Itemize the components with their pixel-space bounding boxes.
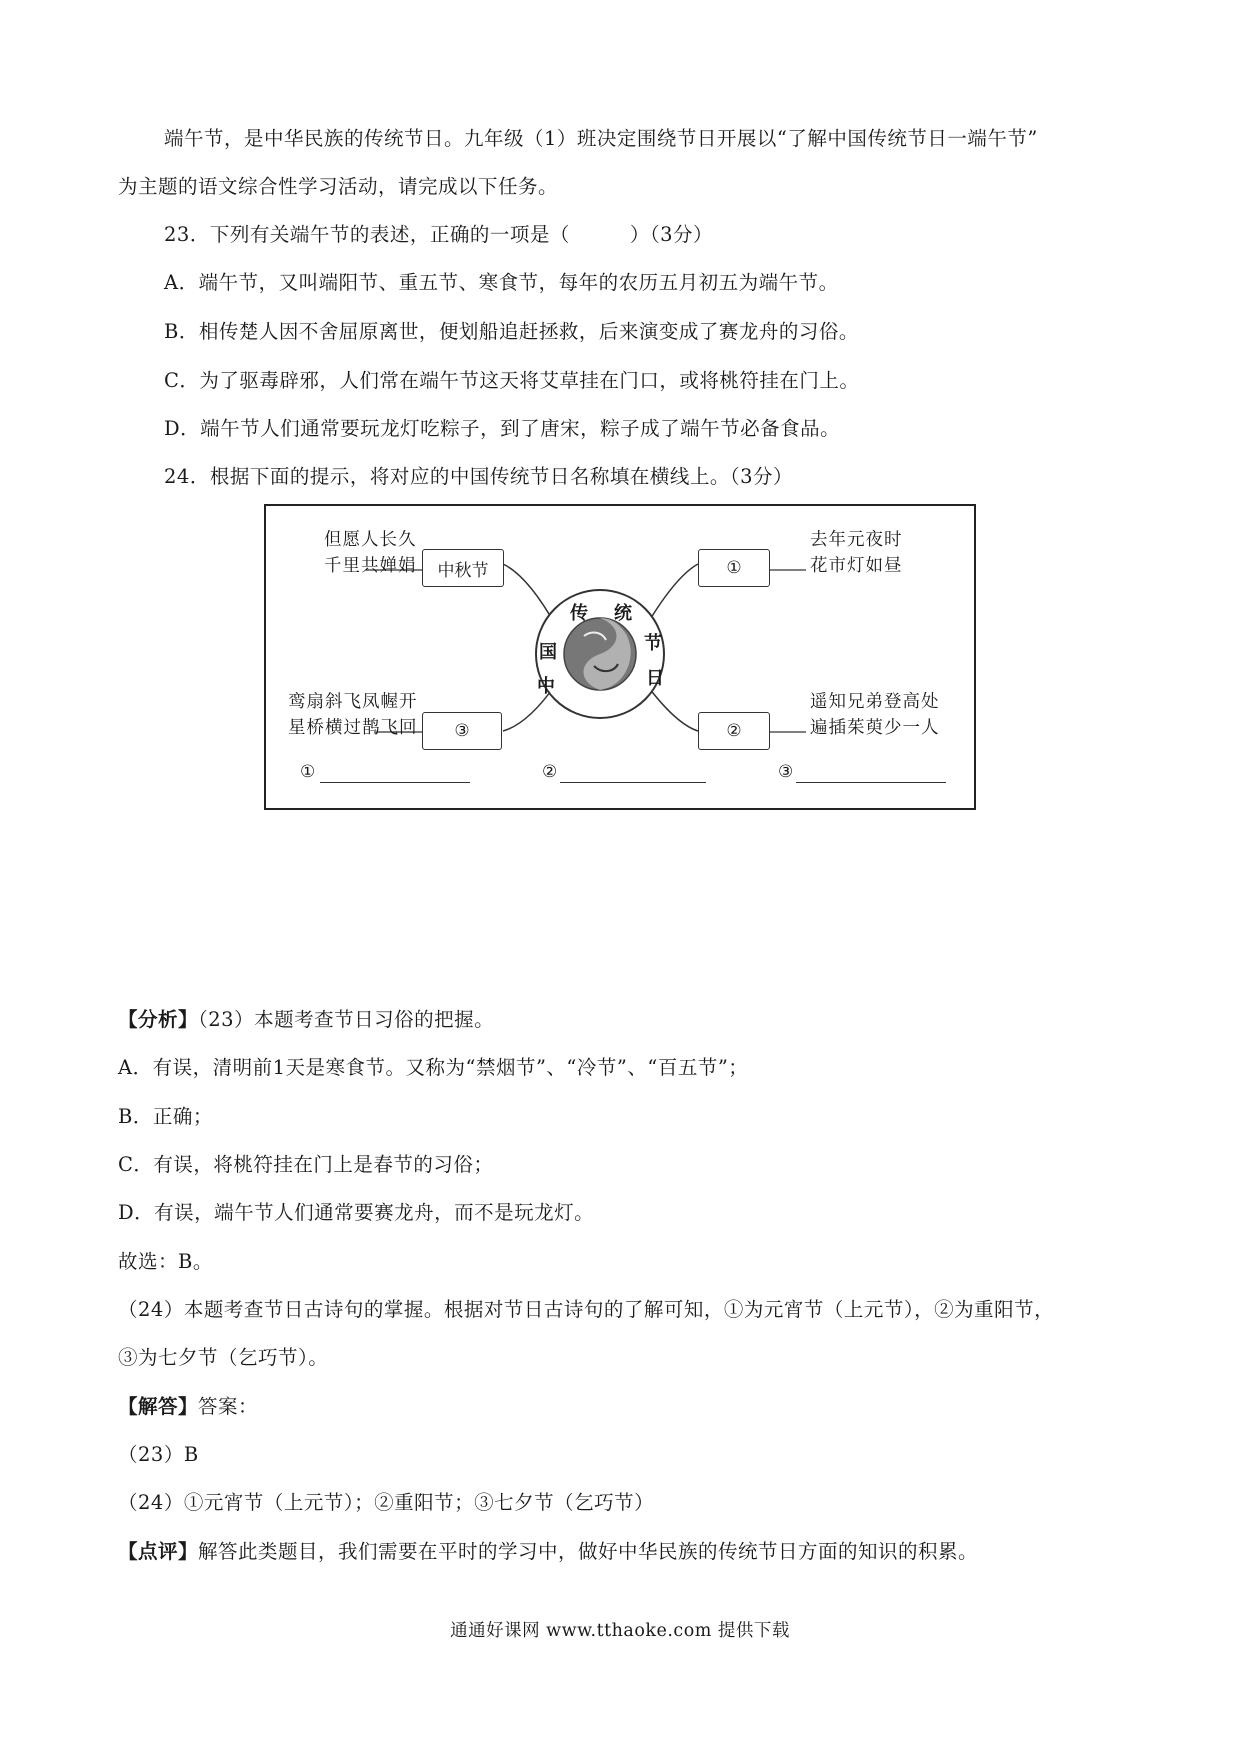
poem-lantern-line-2: 花市灯如昼 — [810, 556, 903, 576]
analysis-q24-line-2: ③为七夕节（乞巧节）。 — [118, 1346, 329, 1369]
intro-line-1: 端午节，是中华民族的传统节日。九年级（1）班决定围绕节日开展以“了解中国传统节日一端午节” — [164, 127, 1038, 150]
festival-box-2: ② — [698, 712, 770, 750]
page-footer: 通通好课网 www.tthaoke.com 提供下载 — [450, 1621, 790, 1641]
comment-line — [118, 1539, 978, 1565]
answer-text: 答案： — [198, 1395, 259, 1418]
question-23-option-d: D．端午节人们通常要玩龙灯吃粽子，到了唐宋，粽子成了端午节必备食品。 — [164, 417, 841, 440]
festival-diagram — [264, 504, 976, 810]
comment-label: 【点评】 — [118, 1540, 199, 1563]
analysis-q23-intro: （23）本题考查节日习俗的把握。 — [198, 1008, 495, 1031]
answer-blank-1[interactable] — [320, 782, 470, 783]
analysis-choice: 故选：B。 — [118, 1250, 213, 1273]
analysis-label: 【分析】 — [118, 1008, 199, 1031]
festival-box-mid-autumn: 中秋节 — [422, 549, 504, 587]
analysis-q24-line-1: （24）本题考查节日古诗句的掌握。根据对节日古诗句的了解可知，①为元宵节（上元节），②为重阳节， — [118, 1298, 1055, 1321]
answer-label: 【解答】 — [118, 1395, 199, 1418]
analysis-line-b: B．正确； — [118, 1105, 213, 1128]
poem-double-ninth-line-2: 遍插茱萸少一人 — [810, 718, 940, 738]
answer-heading — [118, 1394, 258, 1420]
poem-mid-autumn-line-2: 千里共婵娟 — [324, 556, 417, 576]
answer-q23: （23）B — [118, 1443, 199, 1466]
comment-text: 解答此类题目，我们需要在平时的学习中，做好中华民族的传统节日方面的知识的积累。 — [198, 1540, 979, 1563]
center-char-jie: 节 — [644, 633, 662, 654]
answer-q24: （24）①元宵节（上元节）；②重阳节；③七夕节（乞巧节） — [118, 1491, 655, 1514]
analysis-heading — [118, 1007, 494, 1033]
analysis-line-c: C．有误，将桃符挂在门上是春节的习俗； — [118, 1153, 494, 1176]
analysis-line-d: D．有误，端午节人们通常要赛龙舟，而不是玩龙灯。 — [118, 1201, 595, 1224]
blank-label-2: ② — [542, 762, 558, 782]
poem-mid-autumn-line-1: 但愿人长久 — [324, 530, 417, 550]
blank-label-1: ① — [300, 762, 316, 782]
center-char-chuan: 传 — [570, 603, 588, 624]
poem-qixi-line-2: 星桥横过鹊飞回 — [288, 718, 418, 738]
poem-double-ninth-line-1: 遥知兄弟登高处 — [810, 692, 940, 712]
festival-box-1: ① — [698, 549, 770, 587]
answer-blank-3[interactable] — [796, 782, 946, 783]
question-23-option-b: B．相传楚人因不舍屈原离世，便划船追赶拯救，后来演变成了赛龙舟的习俗。 — [164, 320, 859, 343]
question-23-option-c: C．为了驱毒辟邪，人们常在端午节这天将艾草挂在门口，或将桃符挂在门上。 — [164, 369, 860, 392]
center-char-ri: 日 — [646, 668, 664, 689]
center-char-zhong: 中 — [537, 676, 555, 697]
intro-line-2: 为主题的语文综合性学习活动，请完成以下任务。 — [118, 175, 559, 198]
question-23-stem: 23．下列有关端午节的表述，正确的一项是（ ）（3分） — [164, 223, 713, 246]
center-char-guo: 国 — [539, 642, 557, 663]
question-24-stem: 24．根据下面的提示，将对应的中国传统节日名称填在横线上。（3分） — [164, 465, 793, 488]
answer-blank-2[interactable] — [560, 782, 706, 783]
poem-qixi-line-1: 鸾扇斜飞凤幄开 — [288, 692, 418, 712]
question-23-option-a: A．端午节，又叫端阳节、重五节、寒食节，每年的农历五月初五为端午节。 — [164, 271, 839, 294]
poem-lantern-line-1: 去年元夜时 — [810, 530, 903, 550]
analysis-line-a: A．有误，清明前1天是寒食节。又称为“禁烟节”、“冷节”、“百五节”； — [118, 1056, 749, 1079]
blank-label-3: ③ — [778, 762, 794, 782]
center-char-tong: 统 — [614, 603, 632, 624]
festival-box-3: ③ — [422, 712, 502, 750]
